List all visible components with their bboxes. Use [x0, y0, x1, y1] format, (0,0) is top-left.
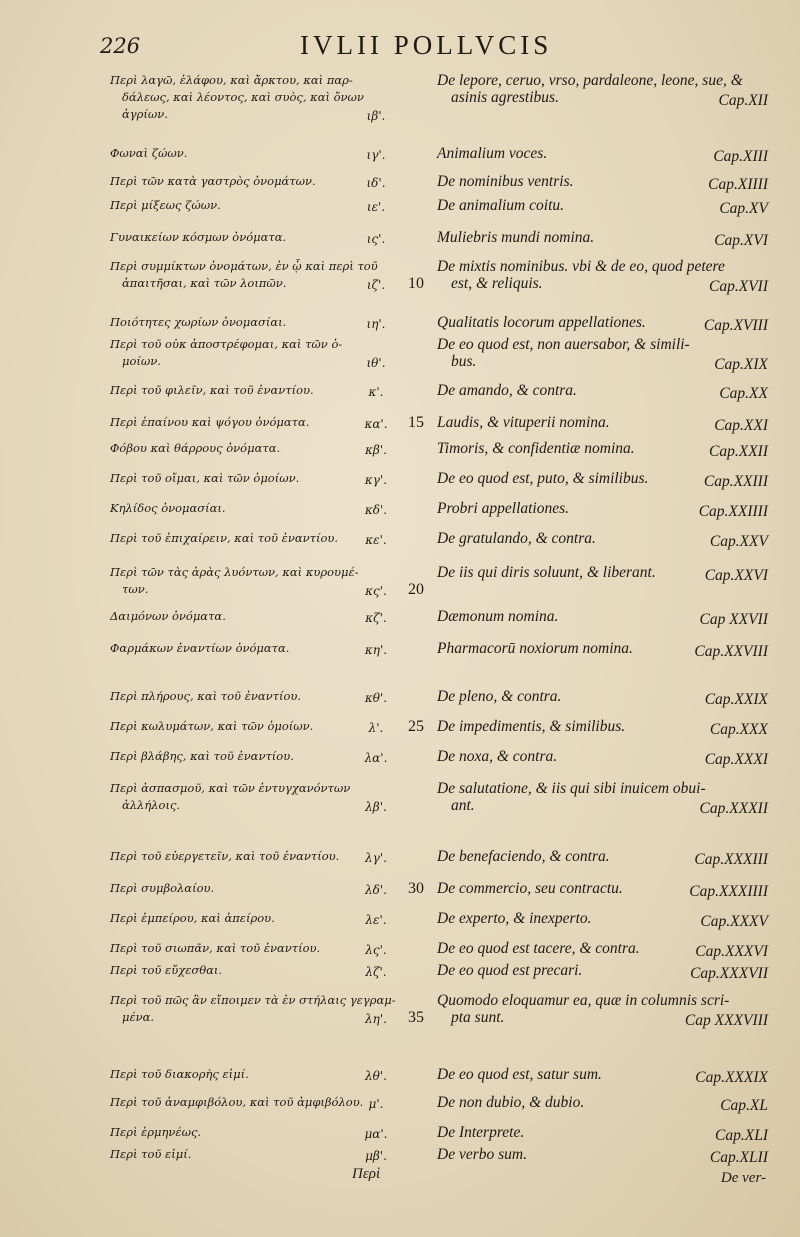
chapter-number: Cap.XXIIII [698, 503, 768, 520]
greek-numeral: κ'. [368, 385, 384, 399]
greek-numeral: ιγ'. [366, 148, 386, 162]
latin-title [437, 382, 767, 399]
line-number: 25 [408, 718, 424, 735]
chapter-number: Cap.XXX [709, 721, 768, 738]
greek-numeral: λε'. [365, 913, 387, 927]
greek-title-line: Περὶ τοῦ σιωπᾶν, καὶ τοῦ ἐναντίου. [110, 941, 321, 955]
latin-title-line: De gratulando, & contra. [437, 530, 596, 547]
greek-title-line: Περὶ συμβολαίου. [110, 881, 215, 895]
latin-title-line: Qualitatis locorum appellationes. [437, 314, 646, 331]
greek-title-line: Περὶ τῶν κατὰ γαστρὸς ὀνομάτων. [110, 174, 316, 188]
greek-title-line: Φόβου καὶ θάρρους ὀνόματα. [110, 441, 281, 455]
greek-title-line: Ποιότητες χωρίων ὀνομασίαι. [110, 315, 287, 329]
greek-title-line: των. [122, 582, 149, 596]
latin-title-line: De noxa, & contra. [437, 748, 558, 765]
latin-title-line: Quomodo eloquamur ea, quæ in columnis scri- [437, 992, 730, 1009]
greek-numeral: μβ'. [365, 1149, 387, 1163]
greek-title-line: Περὶ τοῦ διακορὴς εἰμί. [110, 1067, 249, 1081]
latin-title-line: De benefaciendo, & contra. [437, 848, 610, 865]
page-number: 226 [100, 34, 141, 58]
greek-numeral: λς'. [365, 943, 387, 957]
greek-numeral: κβ'. [365, 443, 387, 457]
chapter-number: Cap.XLI [715, 1127, 768, 1144]
line-number: 30 [408, 880, 424, 897]
chapter-number: Cap.XXV [709, 533, 768, 550]
greek-numeral: κς'. [365, 584, 387, 598]
latin-title-line: De amando, & contra. [437, 382, 577, 399]
latin-title [437, 1094, 767, 1111]
greek-numeral: ιβ'. [366, 109, 386, 123]
line-number: 15 [408, 414, 424, 431]
greek-title-line: Περὶ τοῦ ἐπιχαίρειν, καὶ τοῦ ἐναντίου. [110, 531, 339, 545]
greek-title-line: Περὶ βλάβης, καὶ τοῦ ἐναντίου. [110, 749, 294, 763]
latin-title-line: De experto, & inexperto. [437, 910, 592, 927]
chapter-number: Cap.XXXIIII [689, 883, 768, 900]
chapter-number: Cap.XLII [709, 1149, 768, 1166]
latin-title-line: Timoris, & confidentiæ nomina. [437, 440, 635, 457]
chapter-number: Cap.XXII [709, 443, 768, 460]
greek-title-line: Περὶ τοῦ οὐκ ἀποστρέφομαι, καὶ τῶν ὁ- [110, 337, 343, 351]
latin-title-line: De mixtis nominibus. vbi & de eo, quod petere [437, 258, 725, 275]
latin-title-line: bus. [451, 353, 477, 370]
chapter-number: Cap.XXXV [700, 913, 768, 930]
greek-numeral: κδ'. [364, 503, 388, 517]
latin-title-line: Laudis, & vituperii nomina. [437, 414, 610, 431]
latin-title-line: De eo quod est, puto, & similibus. [437, 470, 649, 487]
greek-title-line: Περὶ πλήρους, καὶ τοῦ ἐναντίου. [110, 689, 302, 703]
greek-numeral: ις'. [366, 232, 386, 246]
greek-numeral: λθ'. [365, 1069, 387, 1083]
greek-numeral: ιζ'. [366, 278, 386, 292]
greek-title-line: Περὶ μίξεως ζώων. [110, 198, 221, 212]
running-head: IVLII POLLVCIS [300, 30, 553, 60]
latin-title-line: De eo quod est, non auersabor, & simili- [437, 336, 690, 353]
chapter-number: Cap.XIII [713, 148, 768, 165]
greek-numeral: κθ'. [364, 691, 388, 705]
chapter-number: Cap.XXXI [704, 751, 768, 768]
greek-numeral: κη'. [364, 643, 388, 657]
latin-title-line: De eo quod est precari. [437, 962, 583, 979]
greek-title-line: Περὶ ἐμπείρου, καὶ ἀπείρου. [110, 911, 275, 925]
greek-title-line: μένα. [122, 1010, 155, 1024]
latin-title-line: asinis agrestibus. [451, 89, 559, 106]
greek-title-line: Γυναικείων κόσμων ὀνόματα. [110, 230, 287, 244]
latin-title-line: De salutatione, & iis qui sibi inuicem obui- [437, 780, 706, 797]
page-header [0, 30, 800, 70]
latin-title-line: Pharmacorū noxiorum nomina. [437, 640, 633, 657]
greek-title-line: Περὶ κωλυμάτων, καὶ τῶν ὁμοίων. [110, 719, 314, 733]
chapter-number: Cap.XXIII [703, 473, 768, 490]
greek-title-line: Φωναὶ ζώων. [110, 146, 188, 160]
latin-title-line: De verbo sum. [437, 1146, 527, 1163]
chapter-number: Cap.XIX [714, 356, 768, 373]
chapter-number: Cap.XXXVII [690, 965, 768, 982]
greek-title-line: Δαιμόνων ὀνόματα. [110, 609, 226, 623]
chapter-number: Cap.XL [720, 1097, 768, 1114]
greek-title-line: Φαρμάκων ἐναντίων ὀνόματα. [110, 641, 290, 655]
chapter-number: Cap.XVII [709, 278, 768, 295]
greek-title-line: Περὶ λαγῶ, ἐλάφου, καὶ ἄρκτου, καὶ παρ- [110, 73, 353, 87]
greek-title-line: Περὶ ἀσπασμοῦ, καὶ τῶν ἐντυγχανόντων [110, 781, 351, 795]
chapter-number: Cap.XXXII [699, 800, 768, 817]
latin-title-line: De commercio, seu contractu. [437, 880, 623, 897]
greek-title-line: ἀγρίων. [122, 107, 168, 121]
greek-title-line: δάλεως, καὶ λέοντος, καὶ συὸς, καὶ ὄνων [122, 90, 364, 104]
greek-title-line: Περὶ τοῦ εὐεργετεῖν, καὶ τοῦ ἐναντίου. [110, 849, 340, 863]
latin-title-line: pta sunt. [451, 1009, 505, 1026]
greek-title-line: Κηλίδος ὀνομασίαι. [110, 501, 226, 515]
chapter-number: Cap.XXXVI [695, 943, 768, 960]
greek-title-line: Περὶ τοῦ οἴμαι, καὶ τῶν ὁμοίων. [110, 471, 300, 485]
latin-title-line: De lepore, ceruo, vrso, pardaleone, leone, sue, & [437, 72, 743, 89]
greek-title-line: Περὶ τοῦ ἀναμφιβόλου, καὶ τοῦ ἀμφιβόλου. [110, 1095, 364, 1109]
latin-title-line: De animalium coitu. [437, 197, 564, 214]
greek-title-line: ἀλλήλοις. [122, 798, 181, 812]
chapter-number: Cap XXXVIII [684, 1012, 768, 1029]
greek-numeral: λγ'. [365, 851, 387, 865]
chapter-number: Cap.XXVI [704, 567, 768, 584]
greek-title-line: μοίων. [122, 354, 161, 368]
greek-numeral: κζ'. [365, 611, 387, 625]
greek-numeral: λβ'. [365, 800, 387, 814]
latin-title-line: De nominibus ventris. [437, 173, 574, 190]
latin-title-line: Dæmonum nomina. [437, 608, 559, 625]
catchword-greek: Περὶ [352, 1166, 381, 1182]
latin-title-line: ant. [451, 797, 475, 814]
greek-title-line: Περὶ τοῦ εὔχεσθαι. [110, 963, 223, 977]
latin-title-line: De Interprete. [437, 1124, 525, 1141]
greek-numeral: λδ'. [365, 883, 387, 897]
latin-title-line: De pleno, & contra. [437, 688, 562, 705]
latin-title [437, 197, 767, 214]
chapter-number: Cap.XXIX [704, 691, 768, 708]
latin-title-line: Probri appellationes. [437, 500, 570, 517]
greek-numeral: κα'. [364, 417, 388, 431]
greek-title-line: Περὶ τοῦ εἰμί. [110, 1147, 192, 1161]
latin-title-line: De eo quod est, satur sum. [437, 1066, 602, 1083]
greek-title-line: Περὶ τοῦ πῶς ἂν εἴποιμεν τὰ ἐν στήλαις γεγραμ- [110, 993, 396, 1007]
greek-numeral: ιε'. [366, 200, 386, 214]
latin-title-line: De iis qui diris soluunt, & liberant. [437, 564, 656, 581]
latin-title-line: De impedimentis, & similibus. [437, 718, 626, 735]
latin-title-line: De eo quod est tacere, & contra. [437, 940, 640, 957]
line-number: 35 [408, 1009, 424, 1026]
chapter-number: Cap.XXVIII [694, 643, 768, 660]
chapter-number: Cap.XXXIII [694, 851, 768, 868]
latin-title-line: De non dubio, & dubio. [437, 1094, 585, 1111]
greek-numeral: μα'. [364, 1127, 388, 1141]
chapter-number: Cap.XX [719, 385, 768, 402]
chapter-number: Cap.XVIII [703, 317, 768, 334]
greek-numeral: ιη'. [366, 317, 386, 331]
greek-numeral: ιθ'. [366, 356, 386, 370]
line-number: 20 [408, 581, 424, 598]
greek-title-line: Περὶ ἐπαίνου καὶ ψόγου ὀνόματα. [110, 415, 310, 429]
greek-numeral: μ'. [368, 1097, 384, 1111]
greek-title-line: Περὶ τοῦ φιλεῖν, καὶ τοῦ ἐναντίου. [110, 383, 314, 397]
greek-numeral: κε'. [365, 533, 387, 547]
catchword-latin: De ver- [720, 1170, 766, 1186]
chapter-number: Cap.XXI [714, 417, 768, 434]
latin-title-line: est, & reliquis. [451, 275, 543, 292]
chapter-number: Cap.XVI [714, 232, 768, 249]
chapter-number: Cap XXVII [699, 611, 768, 628]
greek-numeral: λζ'. [365, 965, 387, 979]
chapter-number: Cap.XII [718, 92, 768, 109]
greek-numeral: λη'. [365, 1012, 387, 1026]
chapter-number: Cap.XXXIX [695, 1069, 768, 1086]
greek-title-line: Περὶ ἑρμηνέως. [110, 1125, 202, 1139]
line-number: 10 [408, 275, 424, 292]
greek-title-line: Περὶ συμμίκτων ὀνομάτων, ἐν ᾧ καὶ περὶ τοῦ [110, 259, 378, 273]
greek-numeral: λ'. [368, 721, 384, 735]
latin-title-line: Muliebris mundi nomina. [437, 229, 595, 246]
chapter-number: Cap.XV [719, 200, 768, 217]
chapter-number: Cap.XIIII [708, 176, 768, 193]
latin-title-line: Animalium voces. [437, 145, 548, 162]
greek-numeral: κγ'. [364, 473, 388, 487]
greek-numeral: ιδ'. [366, 176, 386, 190]
greek-numeral: λα'. [364, 751, 388, 765]
greek-title-line: ἀπαιτῆσαι, καὶ τῶν λοιπῶν. [122, 276, 287, 290]
greek-title-line: Περὶ τῶν τὰς ἀρὰς λυόντων, καὶ κυρουμέ- [110, 565, 359, 579]
